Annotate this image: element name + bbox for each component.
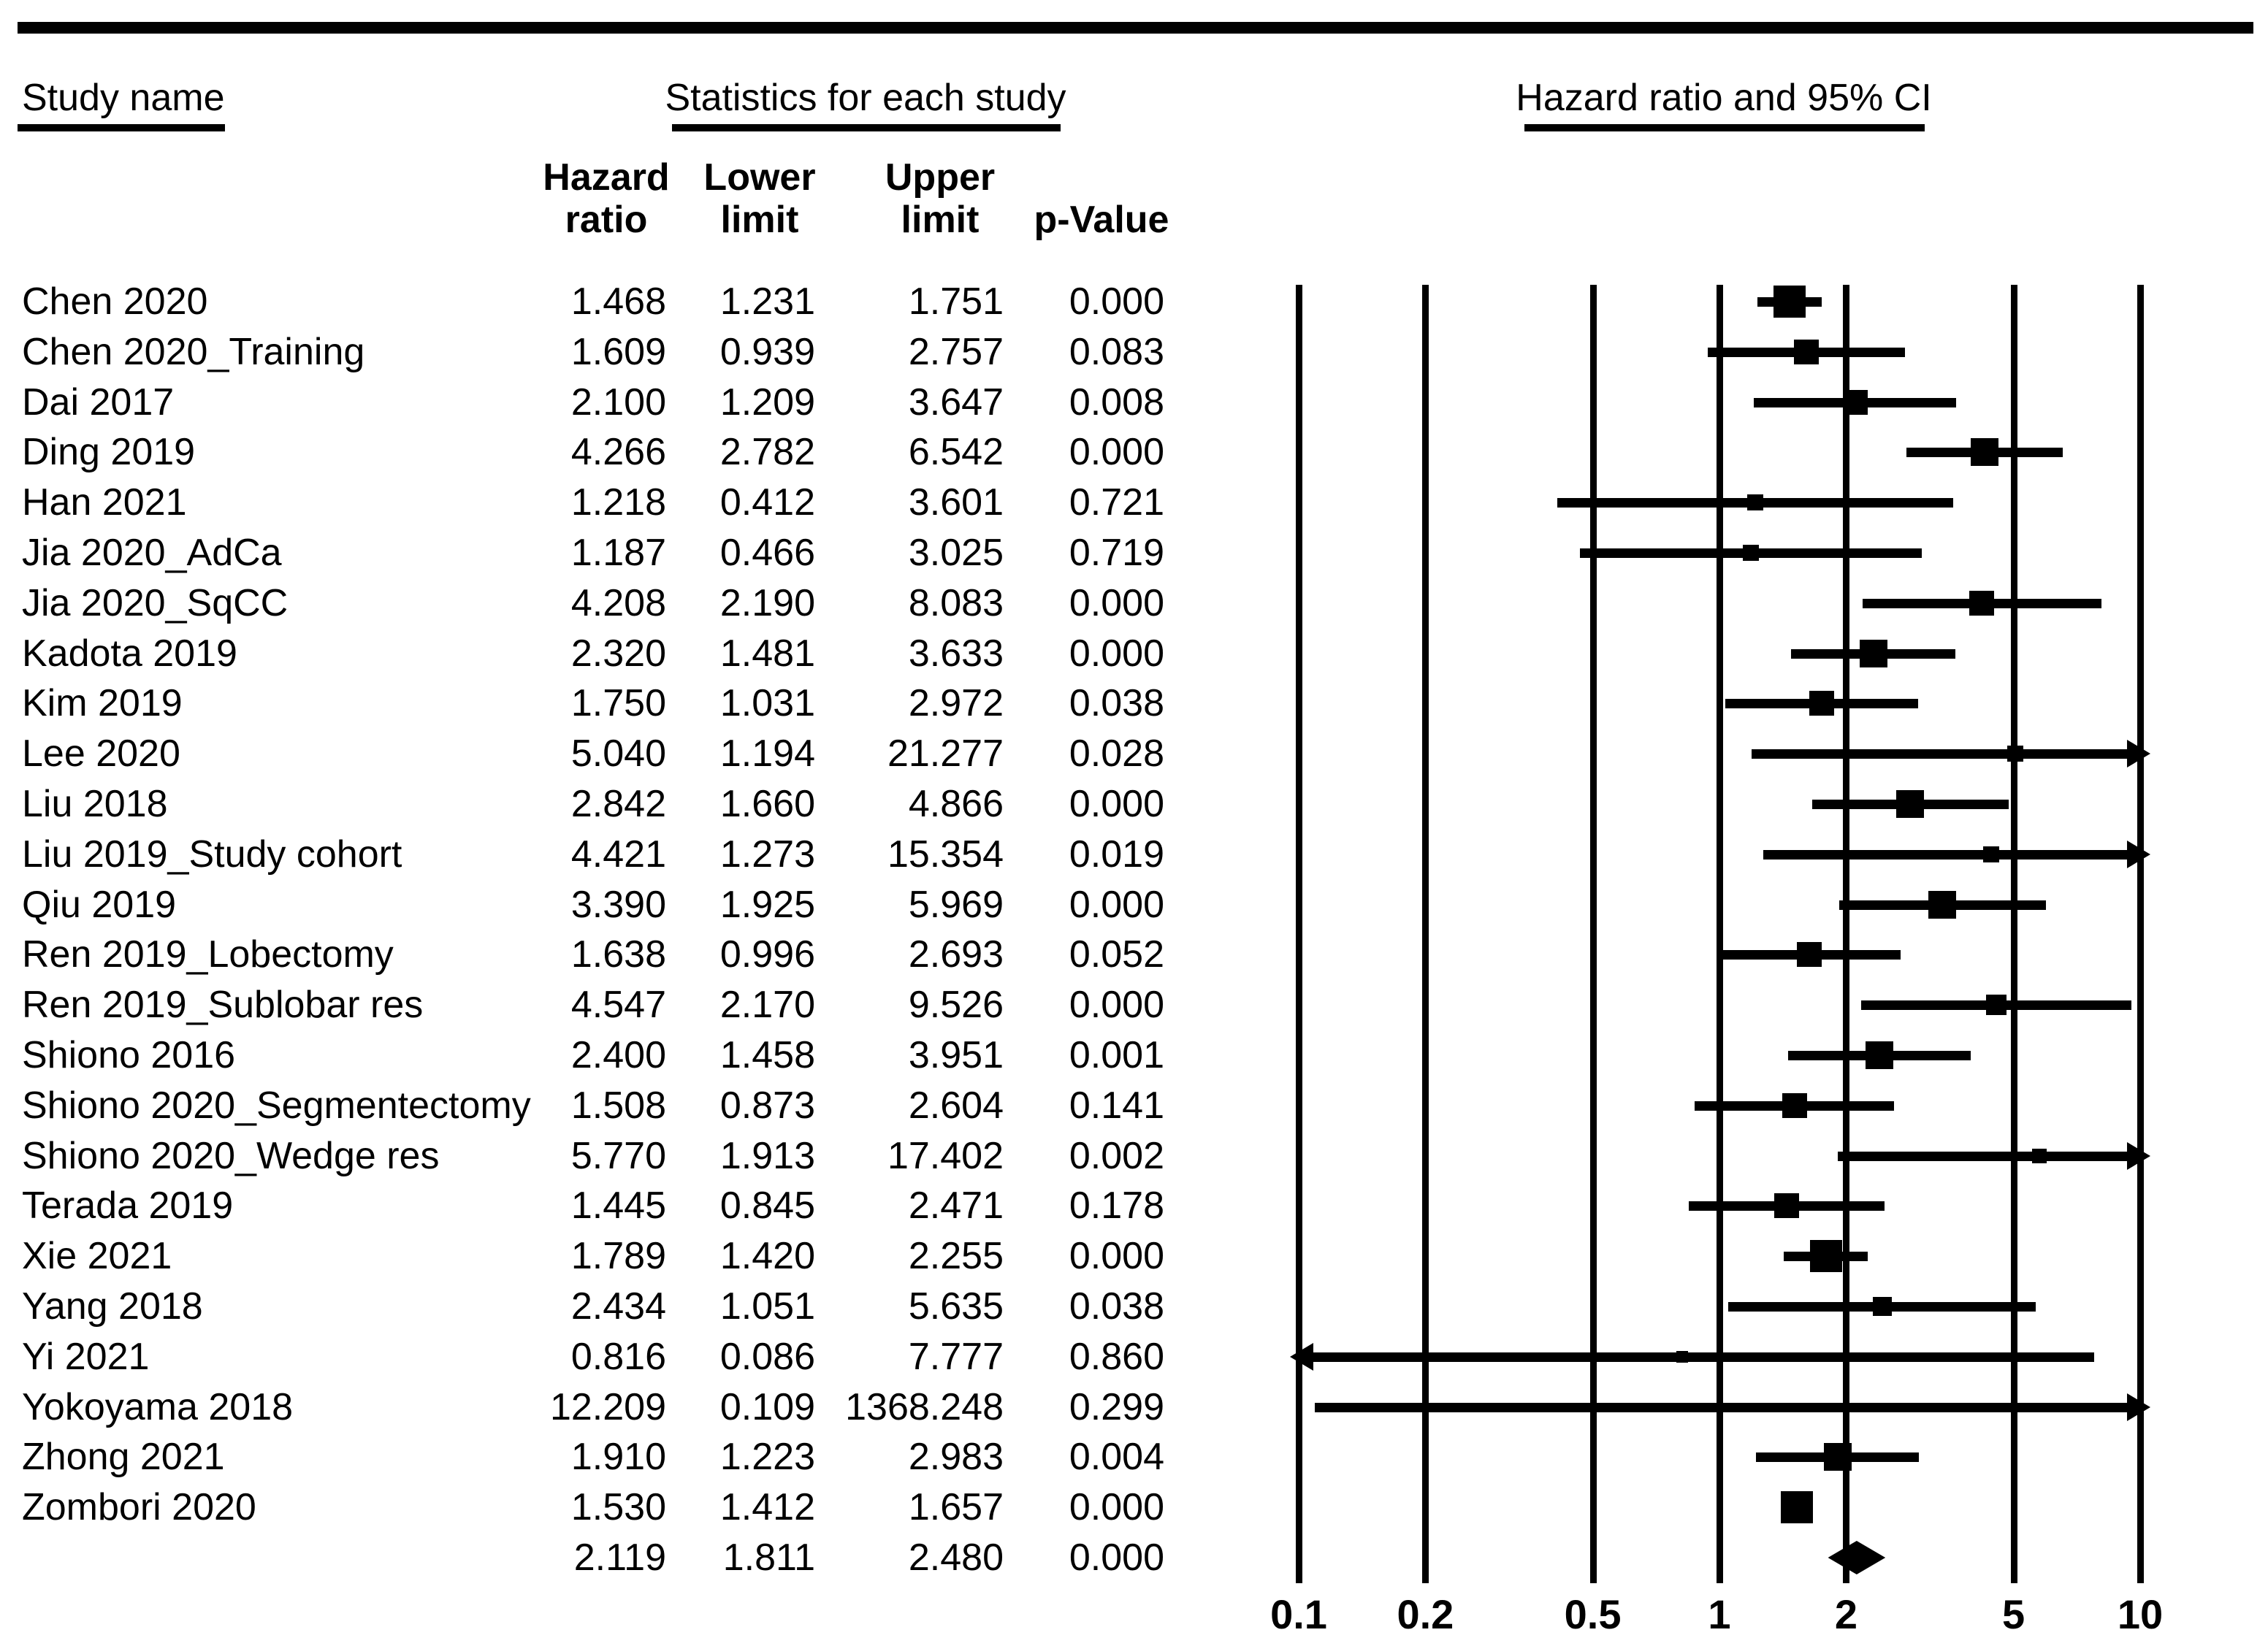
study-name-label: Ren 2019_Lobectomy <box>22 933 394 976</box>
ci-line <box>1838 1152 2140 1161</box>
effect-marker <box>1809 691 1834 716</box>
lower-limit-value: 0.996 <box>719 933 815 976</box>
table-row <box>0 1231 1213 1281</box>
statistics-header: Statistics for each study <box>665 77 1066 119</box>
effect-marker <box>1843 390 1868 415</box>
p-value: 0.000 <box>1069 581 1164 624</box>
upper-limit-value: 9.526 <box>908 984 1004 1027</box>
upper-limit-value: 1.751 <box>908 280 1004 323</box>
lower-limit-value: 2.190 <box>719 581 815 624</box>
lower-limit-value: 1.458 <box>719 1034 815 1076</box>
lower-limit-value: 2.782 <box>719 431 815 474</box>
hazard-ratio-value: 0.816 <box>570 1335 666 1378</box>
table-row <box>0 427 1213 477</box>
upper-limit-value: 2.757 <box>908 330 1004 373</box>
upper-limit-value: 3.601 <box>908 481 1004 524</box>
lower-limit-value: 0.873 <box>719 1084 815 1127</box>
upper-limit-value: 5.969 <box>908 883 1004 926</box>
study-name-label: Ding 2019 <box>22 431 196 474</box>
study-name-label: Xie 2021 <box>22 1235 172 1278</box>
upper-limit-value: 15.354 <box>887 832 1004 876</box>
table-row <box>0 980 1213 1030</box>
study-name-label: Shiono 2020_Segmentectomy <box>22 1084 531 1127</box>
table-row <box>0 629 1213 678</box>
upper-limit-value: 2.471 <box>908 1184 1004 1228</box>
effect-marker <box>1782 1093 1807 1118</box>
top-border-bar <box>18 22 2253 34</box>
table-row <box>0 1332 1213 1382</box>
upper-limit-value: 4.866 <box>908 783 1004 825</box>
table-row <box>0 528 1213 578</box>
hazard-ratio-value: 1.187 <box>570 532 666 574</box>
effect-marker <box>2007 746 2023 762</box>
upper-limit-value: 2.693 <box>908 933 1004 976</box>
column-header-hazard-ratio <box>543 156 669 241</box>
grid-line <box>1590 285 1597 1583</box>
p-value: 0.038 <box>1069 682 1164 725</box>
lower-limit-value: 1.231 <box>719 280 815 323</box>
lower-limit-value: 2.170 <box>719 984 815 1027</box>
hazard-ratio-value: 2.100 <box>570 380 666 424</box>
table-row <box>0 1533 1213 1582</box>
plot-header: Hazard ratio and 95% CI <box>1516 77 1932 119</box>
p-value: 0.001 <box>1069 1034 1164 1076</box>
table-row <box>0 779 1213 829</box>
p-value: 0.038 <box>1069 1285 1164 1328</box>
effect-marker <box>1866 1041 1893 1069</box>
effect-marker <box>1969 591 1994 616</box>
effect-marker <box>1928 891 1956 919</box>
p-value: 0.719 <box>1069 532 1164 574</box>
p-value: 0.000 <box>1069 984 1164 1027</box>
grid-line <box>1296 285 1302 1583</box>
grid-line <box>2137 285 2144 1583</box>
lower-limit-value: 1.209 <box>719 380 815 424</box>
hazard-ratio-value: 1.750 <box>570 682 666 725</box>
hazard-ratio-value: 1.218 <box>570 481 666 524</box>
p-value: 0.000 <box>1069 280 1164 323</box>
p-value: 0.860 <box>1069 1335 1164 1378</box>
summary-diamond <box>1828 1541 1886 1574</box>
p-value: 0.028 <box>1069 732 1164 776</box>
effect-marker <box>1781 1491 1813 1523</box>
lower-limit-value: 1.925 <box>719 883 815 926</box>
lower-limit-value: 1.481 <box>719 632 815 675</box>
table-row <box>0 1181 1213 1230</box>
study-name-label: Qiu 2019 <box>22 883 177 926</box>
effect-marker <box>1860 640 1887 667</box>
grid-line <box>2011 285 2017 1583</box>
hazard-ratio-value: 2.434 <box>570 1285 666 1328</box>
ci-line <box>1752 749 2140 759</box>
upper-limit-value: 2.972 <box>908 682 1004 725</box>
upper-limit-value: 2.604 <box>908 1084 1004 1127</box>
lower-limit-value: 1.031 <box>719 682 815 725</box>
ci-line <box>1315 1403 2140 1412</box>
study-name-label: Yi 2021 <box>22 1335 150 1378</box>
lower-limit-value: 0.109 <box>719 1385 815 1428</box>
lower-limit-value: 1.194 <box>719 732 815 776</box>
effect-marker <box>1986 995 2007 1015</box>
table-row <box>0 1282 1213 1331</box>
study-name-label: Shiono 2020_Wedge res <box>22 1134 440 1177</box>
hazard-ratio-value: 4.266 <box>570 431 666 474</box>
study-name-label: Zhong 2021 <box>22 1436 225 1479</box>
study-name-label: Jia 2020_SqCC <box>22 581 289 624</box>
p-value: 0.000 <box>1069 431 1164 474</box>
upper-limit-value: 3.633 <box>908 632 1004 675</box>
hazard-ratio-value: 1.789 <box>570 1235 666 1278</box>
lower-limit-value: 0.086 <box>719 1335 815 1378</box>
arrow-right-icon <box>2127 1393 2150 1421</box>
axis-tick-label: 0.2 <box>1397 1591 1454 1637</box>
study-name-label: Chen 2020 <box>22 280 208 323</box>
p-value: 0.083 <box>1069 330 1164 373</box>
column-header-line: Lower <box>703 156 816 199</box>
study-name-label: Terada 2019 <box>22 1184 234 1228</box>
hazard-ratio-value: 1.609 <box>570 330 666 373</box>
effect-marker <box>1896 790 1924 818</box>
effect-marker <box>1797 942 1822 967</box>
upper-limit-value: 2.255 <box>908 1235 1004 1278</box>
p-value: 0.141 <box>1069 1084 1164 1127</box>
p-value: 0.000 <box>1069 783 1164 825</box>
study-name-label: Shiono 2016 <box>22 1034 236 1076</box>
p-value: 0.000 <box>1069 1536 1164 1579</box>
study-name-label: Kadota 2019 <box>22 632 237 675</box>
column-header-p-value: p-Value <box>1034 199 1169 241</box>
column-header-upper-limit <box>885 156 995 241</box>
lower-limit-value: 1.223 <box>719 1436 815 1479</box>
p-value: 0.019 <box>1069 832 1164 876</box>
grid-line <box>1717 285 1723 1583</box>
study-name-header: Study name <box>22 77 225 119</box>
lower-limit-value: 1.273 <box>719 832 815 876</box>
study-name-label: Yang 2018 <box>22 1285 203 1328</box>
effect-marker <box>1873 1297 1892 1316</box>
column-header-lower-limit <box>703 156 815 241</box>
table-row <box>0 277 1213 326</box>
table-row <box>0 478 1213 527</box>
axis-tick-label: 5 <box>2002 1591 2025 1637</box>
column-header-line: limit <box>720 199 799 241</box>
upper-limit-value: 17.402 <box>887 1134 1004 1177</box>
study-name-label: Liu 2019_Study cohort <box>22 832 402 876</box>
arrow-right-icon <box>2127 1142 2150 1170</box>
lower-limit-value: 1.420 <box>719 1235 815 1278</box>
study-name-label: Han 2021 <box>22 481 187 524</box>
study-name-label: Kim 2019 <box>22 682 183 725</box>
study-name-underline <box>18 124 225 131</box>
hazard-ratio-value: 2.400 <box>570 1034 666 1076</box>
p-value: 0.299 <box>1069 1385 1164 1428</box>
effect-marker <box>1983 846 1999 862</box>
hazard-ratio-value: 12.209 <box>549 1385 666 1428</box>
lower-limit-value: 0.412 <box>719 481 815 524</box>
upper-limit-value: 2.480 <box>908 1536 1004 1579</box>
table-row <box>0 1081 1213 1130</box>
p-value: 0.008 <box>1069 380 1164 424</box>
study-name-label: Lee 2020 <box>22 732 180 776</box>
effect-marker <box>1747 494 1763 510</box>
table-row <box>0 830 1213 879</box>
statistics-underline <box>672 124 1061 131</box>
axis-tick-label: 0.1 <box>1270 1591 1327 1637</box>
hazard-ratio-value: 1.508 <box>570 1084 666 1127</box>
upper-limit-value: 3.025 <box>908 532 1004 574</box>
study-name-label: Liu 2018 <box>22 783 168 825</box>
hazard-ratio-value: 1.530 <box>570 1486 666 1529</box>
study-name-label: Yokoyama 2018 <box>22 1385 294 1428</box>
upper-limit-value: 5.635 <box>908 1285 1004 1328</box>
effect-marker <box>1810 1240 1842 1272</box>
upper-limit-value: 6.542 <box>908 431 1004 474</box>
hazard-ratio-value: 3.390 <box>570 883 666 926</box>
study-name-label: Dai 2017 <box>22 380 175 424</box>
p-value: 0.052 <box>1069 933 1164 976</box>
effect-marker <box>1676 1351 1688 1363</box>
lower-limit-value: 0.939 <box>719 330 815 373</box>
table-row <box>0 1432 1213 1482</box>
table-row <box>0 930 1213 979</box>
lower-limit-value: 0.845 <box>719 1184 815 1228</box>
effect-marker <box>1794 340 1819 364</box>
axis-tick-label: 10 <box>2117 1591 2164 1637</box>
effect-marker <box>1743 545 1759 561</box>
study-name-label: Zombori 2020 <box>22 1486 256 1529</box>
ci-line <box>1763 850 2140 860</box>
lower-limit-value: 1.051 <box>719 1285 815 1328</box>
hazard-ratio-value: 1.910 <box>570 1436 666 1479</box>
hazard-ratio-value: 1.445 <box>570 1184 666 1228</box>
column-header-line: Hazard <box>543 156 670 199</box>
plot-underline <box>1524 124 1925 131</box>
p-value: 0.000 <box>1069 632 1164 675</box>
table-row <box>0 1131 1213 1181</box>
hazard-ratio-value: 2.119 <box>573 1536 666 1579</box>
p-value: 0.178 <box>1069 1184 1164 1228</box>
study-name-label: Ren 2019_Sublobar res <box>22 984 424 1027</box>
table-row <box>0 578 1213 628</box>
upper-limit-value: 1.657 <box>908 1486 1004 1529</box>
table-row <box>0 1382 1213 1432</box>
table-row <box>0 1030 1213 1080</box>
p-value: 0.000 <box>1069 1235 1164 1278</box>
arrow-right-icon <box>2127 740 2150 768</box>
arrow-right-icon <box>2127 841 2150 868</box>
upper-limit-value: 2.983 <box>908 1436 1004 1479</box>
effect-marker <box>1774 1193 1799 1218</box>
upper-limit-value: 3.951 <box>908 1034 1004 1076</box>
lower-limit-value: 0.466 <box>719 532 815 574</box>
study-name-label: Chen 2020_Training <box>22 330 365 373</box>
table-row <box>0 378 1213 427</box>
p-value: 0.004 <box>1069 1436 1164 1479</box>
upper-limit-value: 21.277 <box>887 732 1004 776</box>
lower-limit-value: 1.913 <box>719 1134 815 1177</box>
hazard-ratio-value: 1.638 <box>570 933 666 976</box>
table-row <box>0 880 1213 930</box>
upper-limit-value: 3.647 <box>908 380 1004 424</box>
hazard-ratio-value: 5.770 <box>570 1134 666 1177</box>
hazard-ratio-value: 4.421 <box>570 832 666 876</box>
lower-limit-value: 1.412 <box>719 1486 815 1529</box>
axis-tick-label: 0.5 <box>1564 1591 1622 1637</box>
upper-limit-value: 8.083 <box>908 581 1004 624</box>
hazard-ratio-value: 2.320 <box>570 632 666 675</box>
hazard-ratio-value: 1.468 <box>570 280 666 323</box>
p-value: 0.721 <box>1069 481 1164 524</box>
ci-line <box>1299 1352 2094 1362</box>
hazard-ratio-value: 4.208 <box>570 581 666 624</box>
effect-marker <box>2032 1149 2047 1163</box>
effect-marker <box>1824 1443 1852 1471</box>
effect-marker <box>1773 286 1806 318</box>
table-row <box>0 1482 1213 1532</box>
grid-line <box>1843 285 1849 1583</box>
hazard-ratio-value: 4.547 <box>570 984 666 1027</box>
effect-marker <box>1971 438 1998 466</box>
lower-limit-value: 1.811 <box>722 1536 815 1579</box>
hazard-ratio-value: 5.040 <box>570 732 666 776</box>
column-header-line: Upper <box>885 156 996 199</box>
table-row <box>0 678 1213 728</box>
table-row <box>0 729 1213 778</box>
arrow-left-icon <box>1290 1343 1313 1371</box>
study-name-label: Jia 2020_AdCa <box>22 532 282 574</box>
axis-tick-label: 2 <box>1834 1591 1857 1637</box>
grid-line <box>1422 285 1429 1583</box>
hazard-ratio-value: 2.842 <box>570 783 666 825</box>
axis-tick-label: 1 <box>1708 1591 1731 1637</box>
upper-limit-value: 7.777 <box>908 1335 1004 1378</box>
column-header-line: limit <box>901 199 980 241</box>
upper-limit-value: 1368.248 <box>845 1385 1004 1428</box>
p-value: 0.000 <box>1069 883 1164 926</box>
p-value: 0.000 <box>1069 1486 1164 1529</box>
p-value: 0.002 <box>1069 1134 1164 1177</box>
table-row <box>0 327 1213 377</box>
column-header-line: ratio <box>565 199 648 241</box>
lower-limit-value: 1.660 <box>719 783 815 825</box>
